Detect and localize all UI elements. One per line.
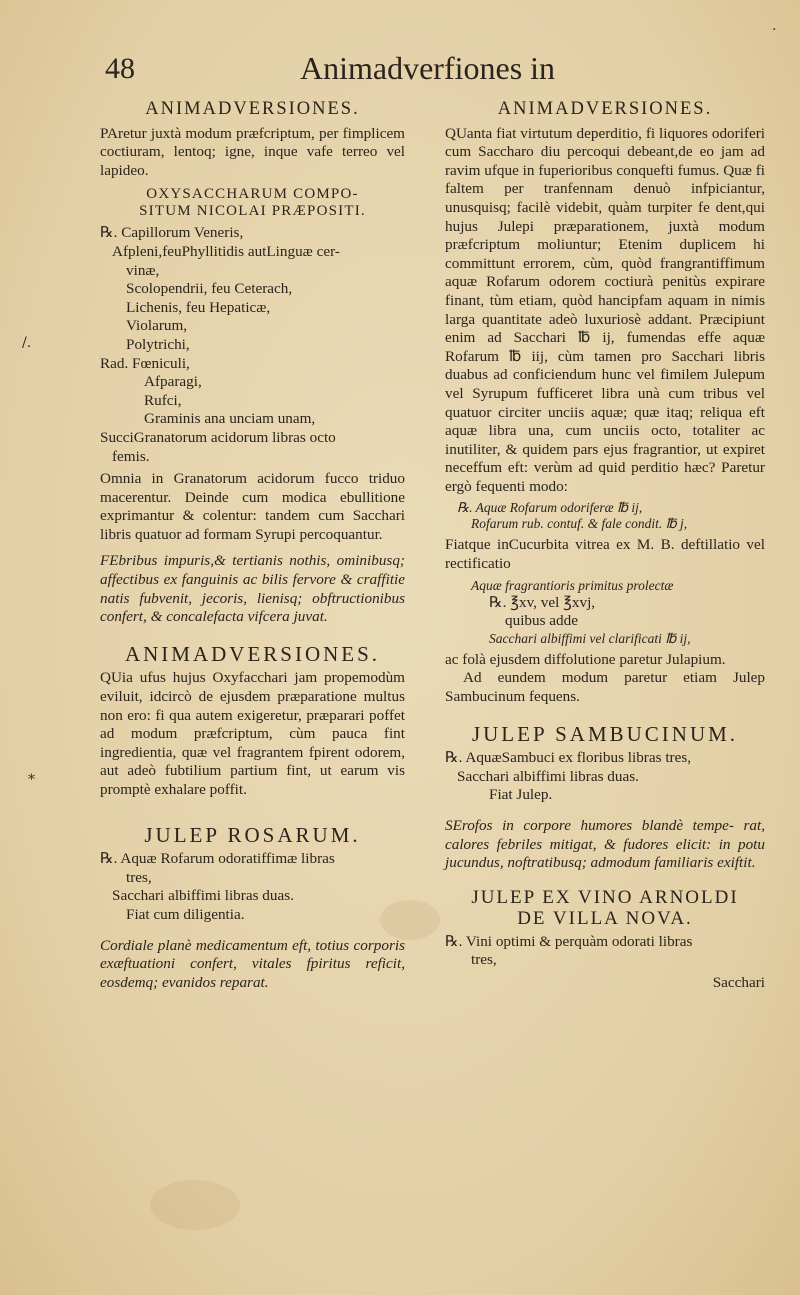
- ingredient-line: ℞. AquæSambuci ex floribus libras tres,: [445, 749, 692, 767]
- ingredient-line: Afpleni,feuPhyllitidis autLinguæ cer-: [112, 242, 340, 260]
- recipe-ingredients: [445, 749, 765, 805]
- ingredient-line: Sacchari albiffimi vel clarificati ℔ ij,: [489, 630, 691, 646]
- page-number: 48: [105, 52, 135, 85]
- recipe-ingredients: [445, 933, 765, 970]
- ingredient-line: Afparagi,: [144, 373, 202, 391]
- running-head: [0, 48, 800, 98]
- ingredient-line: Rad. Fœniculi,: [100, 354, 190, 372]
- ingredient-line: Sacchari albiffimi libras duas.: [112, 887, 294, 905]
- paper-stain: [150, 1180, 240, 1230]
- recipe-ingredients: [445, 578, 765, 647]
- ingredient-line: Rufci,: [144, 391, 182, 409]
- section-heading: ANIMADVERSIONES.: [124, 641, 381, 666]
- right-column: [445, 100, 765, 993]
- ingredient-line: Lichenis, feu Hepaticæ,: [126, 298, 271, 316]
- ingredient-line: ℞. Aquæ Rofarum odoratiffimæ libras: [100, 850, 335, 868]
- catchword: Sacchari: [712, 973, 765, 991]
- left-column: [100, 100, 405, 992]
- paragraph: Fiatque inCucurbita vitrea ex M. B. deftillatio vel rectificatio: [445, 536, 765, 573]
- paragraph: QUia ufus hujus Oxyfacchari jam propemodùm eviluit, idcircò de ejusdem præparatione multus non ero: fi qua autem exigeretur, præparari poffet ad modum præfcriptum, cùm pauca fint ingredientia, quæ vel fragrantem fpirent odorem, aut adeò fubtilium partium fint, ut earum vis promptè exhalare poffit.: [100, 669, 405, 798]
- ingredient-line: Graminis ana unciam unam,: [144, 410, 316, 428]
- ingredient-line: ℞. Vini optimi & perquàm odorati libras: [445, 932, 693, 950]
- paragraph: Ad eundem modum paretur etiam Julep Sambucinum fequens.: [445, 669, 765, 706]
- ingredient-line: tres,: [126, 868, 152, 886]
- virtues-paragraph: Cordiale planè medicamentum eft, totius corporis exæftuationi confert, vitales fpiritus reficit, eosdemq; evanidos reparat.: [100, 936, 405, 991]
- ingredient-line: Aquæ fragrantioris primitus prolectæ: [471, 577, 674, 593]
- recipe-ingredients: [445, 500, 765, 532]
- section-heading: ANIMADVERSIONES.: [145, 99, 360, 119]
- ingredient-line: tres,: [471, 951, 497, 969]
- ingredient-line: Polytrichi,: [126, 335, 190, 353]
- ingredient-line: ℞. ℥xv, vel ℥xvj,: [489, 593, 596, 611]
- recipe-title: JULEP SAMBUCINUM.: [471, 721, 739, 746]
- recipe-title: JULEP ROSARUM.: [144, 822, 361, 847]
- ingredient-line: ℞. Aquæ Rofarum odoriferæ ℔ ij,: [457, 500, 643, 516]
- ingredient-line: Sacchari albiffimi libras duas.: [457, 767, 639, 785]
- margin-mark: *: [28, 772, 35, 788]
- ingredient-line: ℞. Capillorum Veneris,: [100, 224, 244, 242]
- paragraph: ac folà ejusdem diffolutione paretur Julapium.: [445, 650, 726, 668]
- ingredient-line: Fiat cum diligentia.: [126, 905, 245, 923]
- recipe-ingredients: [100, 850, 405, 924]
- virtues-paragraph: SErofos in corpore humores blandè tempe- rat, calores febriles mitigat, & fudores elicit: in potu jucundus, noftratibusq; admodum familiaris exiftit.: [445, 817, 765, 872]
- section-heading: ANIMADVERSIONES.: [497, 99, 713, 119]
- recipe-title: JULEP EX VINO ARNOLDI DE VILLA NOVA.: [471, 886, 739, 929]
- paragraph: QUanta fiat virtutum deperditio, fi liquores odoriferi cum Saccharo diu percoqui debeant,de eo jam ad ravim ufque in fuperioribus conquefti fumus. Quæ fi faltem per tranfennam denuò infpiciantur, unusquisq; facilè videbit, quàm turpiter fe dent,qui hujus Julepi præparationem, juxtà modum præfcriptum moliuntur; Etenim duplicem hi committunt errorem, cùm, quòd frangrantiffimum aquæ Rofarum odorem coctiurà penitùs expirare finant, tùm etiam, quòd hancipfam aquam in nimis larga quantitate adeò luxuriosè addant. Præcipiunt enim ad Sacchari ℔ ij, fumendas effe aquæ Rofarum ℔ iij, cùm tamen pro Sacchari libris duabus ad conficiendum hunc vel fimilem Julepum vel Syrupum fufficeret libra unà cum tribus vel quatuor circiter unciis aquæ; quæ itaq; reliqua eft aquæ libra una, cum unciis octo, totaliter ac inutiliter, & quidem pars ejus fragrantior, ut expiret neceffum eft: verùm ad quid perditio hæc? Paretur ergò fequenti modo:: [445, 124, 765, 495]
- margin-mark: .: [772, 18, 777, 34]
- ingredient-line: SucciGranatorum acidorum libras octo: [100, 428, 336, 446]
- ingredient-line: Violarum,: [126, 317, 188, 335]
- paragraph: PAretur juxtà modum præfcriptum, per fimplicem coctiuram, lentoq; igne, inque vafe terreo vel lapideo.: [100, 124, 405, 179]
- recipe-ingredients: [100, 224, 405, 466]
- virtues-paragraph: FEbribus impuris,& tertianis nothis, ominibusq; affectibus ex fanguinis ac bilis fervore & craffitie natis fubvenit, jecoris, lienisq; obftructionibus confert, & concalefacta vifcera juvat.: [100, 552, 405, 626]
- ingredient-line: Scolopendrii, feu Ceterach,: [126, 280, 293, 298]
- ingredient-line: Fiat Julep.: [489, 786, 553, 804]
- ingredient-line: femis.: [112, 447, 150, 465]
- running-title: Animadverfiones in: [300, 50, 556, 86]
- ingredient-line: Rofarum rub. contuf. & fale condit. ℔ j,: [471, 516, 688, 532]
- recipe-title: OXYSACCHARUM COMPO- SITUM NICOLAI PRÆPOSITI.: [139, 186, 366, 220]
- ingredient-line: vinæ,: [126, 261, 160, 279]
- margin-mark: /.: [22, 335, 32, 351]
- ingredient-line: quibus adde: [505, 612, 578, 630]
- paragraph: Omnia in Granatorum acidorum fucco triduo macerentur. Deinde cum modica ebullitione exprimantur & colentur: tandem cum Sacchari libris quatuor ad formam Syrupi percoquantur.: [100, 470, 405, 543]
